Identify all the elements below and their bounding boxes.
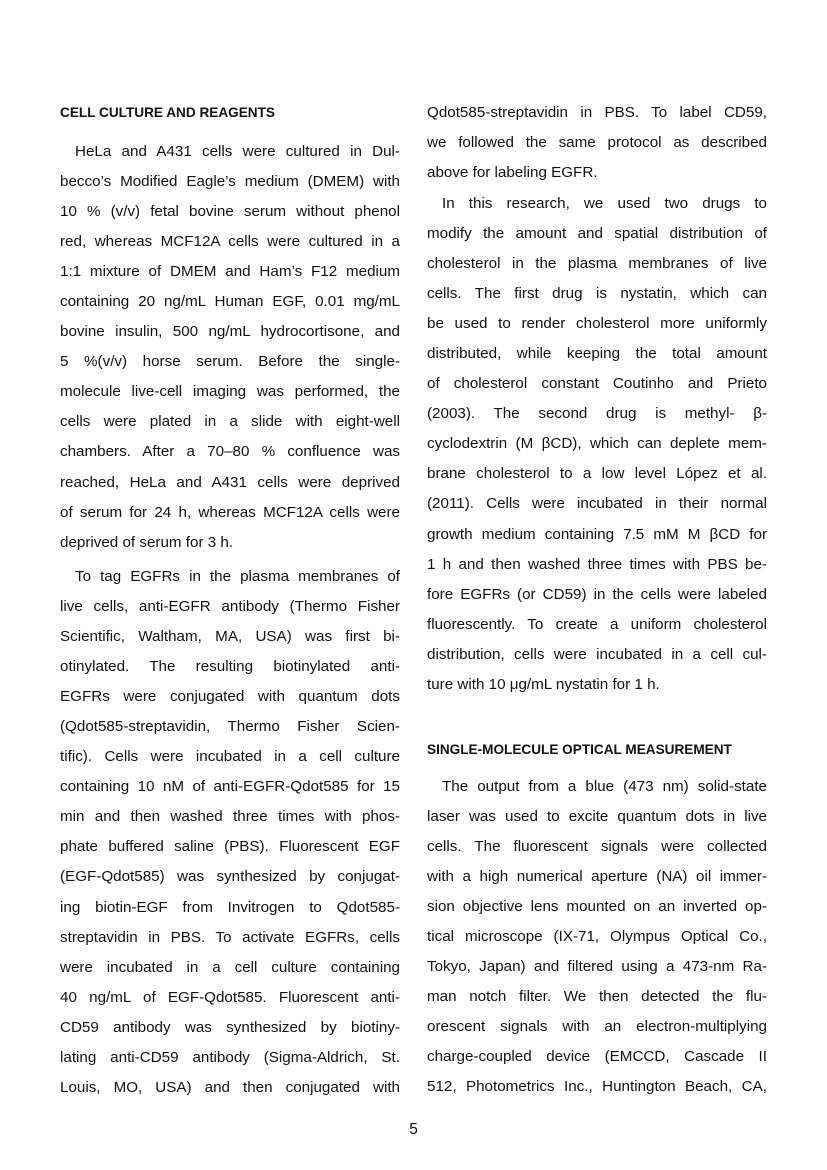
text-line: 10 % (v/v) fetal bovine serum without phenol (60, 203, 400, 221)
text-line: above for labeling EGFR. (427, 164, 598, 182)
text-line: ture with 10 μg/mL nystatin for 1 h. (427, 675, 660, 693)
text-line: orescent signals with an electron-multiplying (427, 1018, 767, 1036)
text-line: becco’s Modified Eagle’s medium (DMEM) with (60, 173, 400, 191)
text-line: (Qdot585-streptavidin, Thermo Fisher Scien- (60, 718, 400, 736)
text-line: distributed, while keeping the total amount (427, 345, 767, 363)
text-line: we followed the same protocol as described (427, 134, 767, 152)
text-line: To tag EGFRs in the plasma membranes of (75, 568, 400, 585)
text-line: 40 ng/mL of EGF-Qdot585. Fluorescent anti- (60, 988, 400, 1006)
text-line: cells. The first drug is nystatin, which can (427, 285, 767, 303)
text-line: The output from a blue (473 nm) solid-state (442, 778, 767, 795)
paragraph-egfr-tagging (60, 562, 400, 1103)
text-line: were incubated in a cell culture containing (60, 958, 400, 976)
text-line: modify the amount and spatial distribution of (427, 225, 767, 243)
text-line: phate buffered saline (PBS). Fluorescent EGF (60, 838, 400, 856)
paragraph-cholesterol-drugs (427, 189, 767, 700)
text-line: cyclodextrin (M βCD), which can deplete mem- (427, 435, 767, 453)
text-line: otinylated. The resulting biotinylated anti- (60, 658, 400, 676)
text-line: (2003). The second drug is methyl- β- (427, 405, 767, 423)
text-line: growth medium containing 7.5 mM M βCD for (427, 525, 767, 543)
text-line: be used to render cholesterol more uniformly (427, 315, 767, 333)
text-line: with a high numerical aperture (NA) oil immer- (427, 868, 767, 886)
text-line: laser was used to excite quantum dots in live (427, 808, 767, 826)
text-line: containing 10 nM of anti-EGFR-Qdot585 for 15 (60, 778, 400, 796)
text-line: bovine insulin, 500 ng/mL hydrocortisone, and (60, 323, 400, 341)
text-line: man notch filter. We then detected the flu- (427, 988, 767, 1006)
text-line: red, whereas MCF12A cells were cultured in a (60, 233, 400, 251)
text-line: of serum for 24 h, whereas MCF12A cells were (60, 503, 400, 521)
text-line: min and then washed three times with phos- (60, 808, 400, 826)
text-line: sion objective lens mounted on an inverted op- (427, 898, 767, 916)
section-heading-cell-culture: CELL CULTURE AND REAGENTS (60, 105, 275, 120)
text-line: HeLa and A431 cells were cultured in Dul- (75, 143, 400, 160)
text-line: containing 20 ng/mL Human EGF, 0.01 mg/mL (60, 293, 400, 311)
text-line: deprived of serum for 3 h. (60, 533, 234, 551)
text-line: Tokyo, Japan) and filtered using a 473-nm Ra- (427, 958, 767, 976)
text-line: (2011). Cells were incubated in their normal (427, 495, 767, 513)
text-line: Qdot585-streptavidin in PBS. To label CD59, (427, 104, 767, 121)
paragraph-cd59-continued (427, 98, 767, 188)
text-line: fluorescently. To create a uniform cholesterol (427, 615, 767, 633)
text-line: charge-coupled device (EMCCD, Cascade II (427, 1048, 767, 1066)
text-line: 5 %(v/v) horse serum. Before the single- (60, 353, 400, 371)
text-line: tical microscope (IX-71, Olympus Optical Co., (427, 928, 767, 946)
text-line: lating anti-CD59 antibody (Sigma-Aldrich, St. (60, 1048, 400, 1066)
page-number: 5 (409, 1121, 418, 1138)
text-line: EGFRs were conjugated with quantum dots (60, 688, 400, 706)
text-line: brane cholesterol to a low level López et al. (427, 465, 767, 483)
text-line: of cholesterol constant Coutinho and Prieto (427, 375, 767, 393)
text-line: CD59 antibody was synthesized by biotiny- (60, 1018, 400, 1036)
text-line: 1 h and then washed three times with PBS be- (427, 555, 767, 573)
text-line: 512, Photometrics Inc., Huntington Beach, CA, (427, 1078, 767, 1096)
text-line: fore EGFRs (or CD59) in the cells were labeled (427, 585, 767, 603)
text-line: Louis, MO, USA) and then conjugated with (60, 1078, 400, 1096)
text-line: cells were plated in a slide with eight-well (60, 413, 400, 431)
text-line: live cells, anti-EGFR antibody (Thermo Fisher (60, 598, 400, 616)
text-line: distribution, cells were incubated in a cell cul- (427, 645, 767, 663)
text-line: (EGF-Qdot585) was synthesized by conjugat- (60, 868, 400, 886)
text-line: streptavidin in PBS. To activate EGFRs, cells (60, 928, 400, 946)
text-line: In this research, we used two drugs to (442, 195, 767, 212)
text-line: cells. The fluorescent signals were collected (427, 838, 767, 856)
text-line: molecule live-cell imaging was performed, the (60, 383, 400, 401)
paragraph-cell-culture (60, 137, 400, 558)
text-line: chambers. After a 70–80 % confluence was (60, 443, 400, 461)
paragraph-optical-setup (427, 772, 767, 1103)
text-line: 1:1 mixture of DMEM and Ham’s F12 medium (60, 263, 400, 281)
section-heading-optical-measurement: SINGLE-MOLECULE OPTICAL MEASUREMENT (427, 742, 732, 757)
text-line: ing biotin-EGF from Invitrogen to Qdot585- (60, 898, 400, 916)
text-line: reached, HeLa and A431 cells were deprived (60, 473, 400, 491)
text-line: tific). Cells were incubated in a cell culture (60, 748, 400, 766)
text-line: Scientific, Waltham, MA, USA) was first bi- (60, 628, 400, 646)
text-line: cholesterol in the plasma membranes of live (427, 255, 767, 273)
